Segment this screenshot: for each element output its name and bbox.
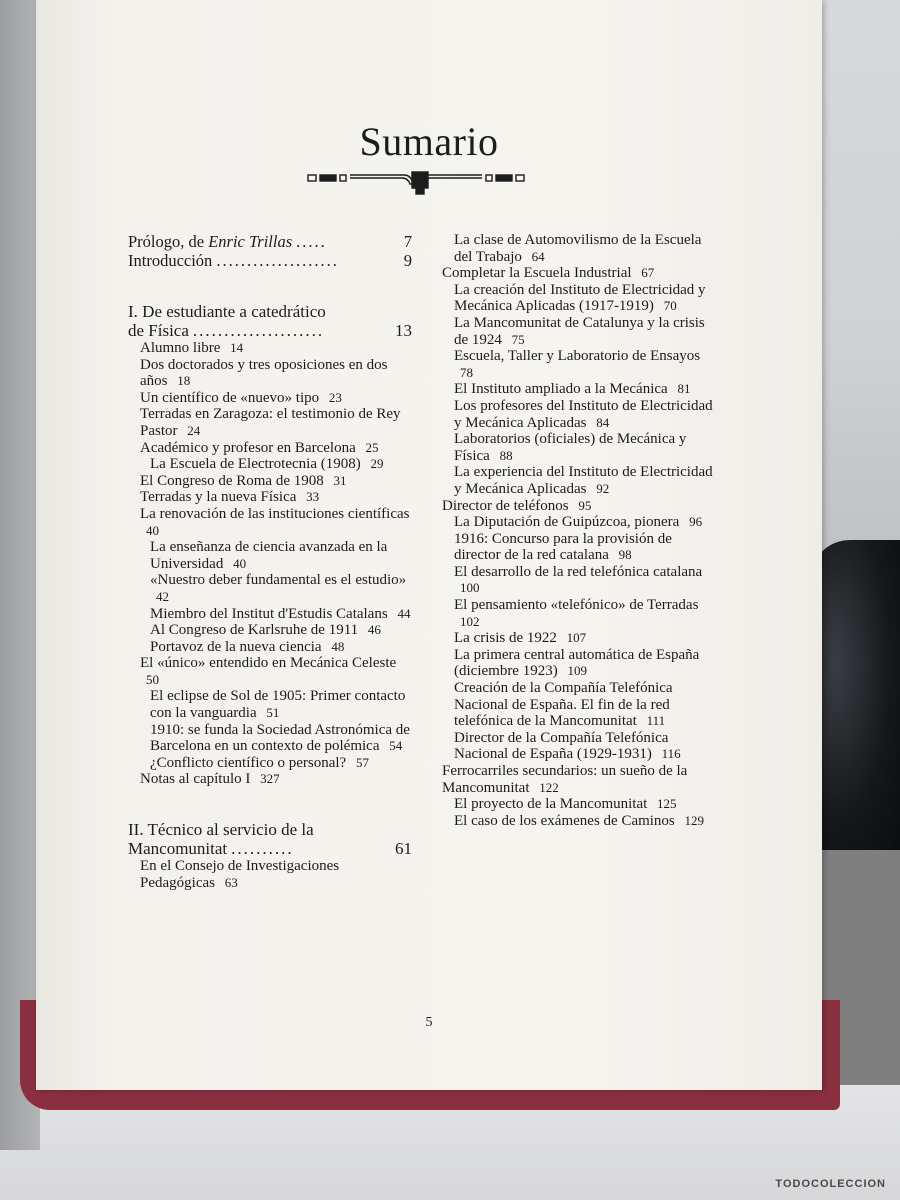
entry-label: El «único» entendido en Mecánica Celeste xyxy=(140,655,397,672)
page-number: 24 xyxy=(187,422,201,438)
leader-dots: .......... xyxy=(231,839,294,859)
toc-entries-chapter1 xyxy=(128,340,412,788)
page-number: 61 xyxy=(395,839,412,859)
toc-entry xyxy=(442,763,714,796)
page-number: 96 xyxy=(689,514,703,530)
toc-entry xyxy=(442,796,714,813)
page-number: 18 xyxy=(177,373,191,389)
page-number: 33 xyxy=(306,489,320,505)
toc-left-column xyxy=(128,232,412,891)
page-number: 51 xyxy=(266,705,280,721)
page-number: 81 xyxy=(677,381,691,397)
page-number: 109 xyxy=(567,663,587,679)
page-number: 9 xyxy=(403,251,412,270)
page-number: 57 xyxy=(355,754,369,770)
entry-label: Notas al capítulo I xyxy=(140,771,251,788)
toc-entry xyxy=(128,489,412,506)
toc-entry xyxy=(442,265,714,282)
page-number: 98 xyxy=(618,547,632,563)
page-number: 25 xyxy=(365,439,379,455)
entry-label: Los profesores del Instituto de Electricidad y Mecánica Aplicadas xyxy=(454,397,713,431)
toc-entry xyxy=(128,755,412,772)
toc-entry xyxy=(442,232,714,265)
toc-entry xyxy=(128,622,412,639)
page-number-folio: 5 xyxy=(425,1015,433,1030)
page-number: 100 xyxy=(460,580,480,596)
toc-entry xyxy=(128,406,412,439)
toc-entry xyxy=(128,771,412,788)
entry-label: Un científico de «nuevo» tipo xyxy=(140,389,320,406)
page-number: 102 xyxy=(460,613,480,629)
toc-entry xyxy=(442,680,714,730)
toc-entry xyxy=(442,564,714,597)
entry-label: La creación del Instituto de Electricidad y Mecánica Aplicadas (1917-1919) xyxy=(454,281,706,315)
toc-entries-right xyxy=(442,232,714,829)
toc-entry xyxy=(128,456,412,473)
toc-entry xyxy=(128,639,412,656)
entry-label: Portavoz de la nueva ciencia xyxy=(150,638,322,655)
page-number: 31 xyxy=(333,472,347,488)
entry-label: La primera central automática de España (diciembre 1923) xyxy=(454,646,700,680)
entry-label: 1910: se funda la Sociedad Astronómica de Barcelona en un contexto de polémica xyxy=(150,721,410,755)
page-number: 129 xyxy=(684,812,705,828)
toc-entry xyxy=(442,514,714,531)
entry-label: El Congreso de Roma de 1908 xyxy=(140,472,324,489)
chapter-title-cont: de Física xyxy=(128,321,189,340)
entry-label: Terradas en Zaragoza: el testimonio de Rey Pastor xyxy=(140,406,401,439)
entry-label: Al Congreso de Karlsruhe de 1911 xyxy=(150,622,359,639)
entry-label: En el Consejo de Investigaciones Pedagógicas xyxy=(140,858,340,891)
entry-label: La renovación de las instituciones científicas xyxy=(140,505,410,522)
page-number: 54 xyxy=(389,738,403,754)
page-number: 23 xyxy=(328,389,342,405)
toc-entry xyxy=(442,730,714,763)
toc-entry xyxy=(442,464,714,497)
page-number: 14 xyxy=(230,340,244,355)
entry-label: El proyecto de la Mancomunitat xyxy=(454,796,648,813)
entry-label: Ferrocarriles secundarios: un sueño de la Mancomunitat xyxy=(442,763,688,796)
entry-label: El pensamiento «telefónico» de Terradas xyxy=(454,597,699,614)
toc-entry xyxy=(128,357,412,390)
toc-entry xyxy=(128,655,412,688)
chapter-title: II. Técnico al servicio de la xyxy=(128,820,314,840)
toc-entry xyxy=(442,498,714,515)
entry-author: Enric Trillas xyxy=(208,232,293,251)
toc-entry xyxy=(442,381,714,398)
chapter-title-cont: Mancomunitat xyxy=(128,839,228,859)
entry-label: Académico y profesor en Barcelona xyxy=(140,439,356,456)
book-page xyxy=(36,0,822,1090)
page-number: 75 xyxy=(511,331,525,347)
toc-entry xyxy=(442,647,714,680)
toc-entry xyxy=(442,597,714,630)
entry-label: Introducción xyxy=(128,251,213,270)
toc-entry xyxy=(128,722,412,755)
toc-entry xyxy=(442,531,714,564)
entry-label: Alumno libre xyxy=(140,340,221,356)
entry-label: Escuela, Taller y Laboratorio de Ensayos xyxy=(454,348,701,365)
page-number: 48 xyxy=(331,638,345,654)
entry-label: Dos doctorados y tres oposiciones en dos años xyxy=(140,356,388,390)
page-number: 50 xyxy=(146,671,159,687)
toc-entry-introduccion xyxy=(128,251,412,270)
entry-label: El eclipse de Sol de 1905: Primer contacto con la vanguardia xyxy=(150,688,406,722)
leader-dots: ..... xyxy=(296,232,327,251)
ornament-divider-icon xyxy=(306,164,526,196)
entry-label: La experiencia del Instituto de Electricidad y Mecánica Aplicadas xyxy=(454,464,713,497)
page-number: 78 xyxy=(460,364,473,380)
entry-label: El caso de los exámenes de Caminos xyxy=(454,812,675,829)
toc-entry xyxy=(442,315,714,348)
page-number: 84 xyxy=(596,414,610,430)
toc-entry xyxy=(128,473,412,490)
toc-entry xyxy=(128,688,412,721)
toc-entry xyxy=(128,539,412,572)
entry-label: La clase de Automovilismo de la Escuela del Trabajo xyxy=(454,232,702,265)
page-number: 95 xyxy=(578,497,592,513)
entry-label: Director de la Compañía Telefónica Nacional de España (1929-1931) xyxy=(454,729,669,763)
toc-entry xyxy=(128,606,412,623)
leader-dots: ..................... xyxy=(192,321,325,340)
toc-entry xyxy=(128,506,412,539)
toc-entry xyxy=(442,398,714,431)
entry-label: Prólogo, de xyxy=(128,232,209,251)
toc-entry xyxy=(442,630,714,647)
page-number: 116 xyxy=(661,746,681,762)
entry-label: Completar la Escuela Industrial xyxy=(442,265,632,282)
chapter-heading-2 xyxy=(128,820,412,858)
page-number: 88 xyxy=(499,447,513,463)
toc-entry xyxy=(128,390,412,407)
entry-label: Director de teléfonos xyxy=(442,497,569,514)
toc-entry xyxy=(442,431,714,464)
entry-label: La crisis de 1922 xyxy=(454,630,557,647)
entry-label: El Instituto ampliado a la Mecánica xyxy=(454,381,668,398)
page-number: 13 xyxy=(395,321,412,340)
entry-label: ¿Conflicto científico o personal? xyxy=(150,754,347,771)
leader-dots: .................... xyxy=(216,251,339,270)
page-number: 29 xyxy=(370,456,384,472)
entry-label: Laboratorios (oficiales) de Mecánica y Física xyxy=(454,431,687,464)
toc-entry xyxy=(442,282,714,315)
page-number: 44 xyxy=(397,605,411,621)
toc-entry xyxy=(128,858,412,891)
page-number: 7 xyxy=(403,232,412,251)
page-number: 107 xyxy=(566,630,587,646)
page-number: 111 xyxy=(646,713,666,729)
entry-label: «Nuestro deber fundamental es el estudio» xyxy=(150,572,407,589)
book-cover-left xyxy=(0,0,40,1150)
page-number: 63 xyxy=(224,874,238,890)
entry-label: El desarrollo de la red telefónica catalana xyxy=(454,563,703,580)
page-number: 70 xyxy=(663,298,677,314)
chapter-heading-1 xyxy=(128,302,412,340)
page-number: 40 xyxy=(146,522,159,538)
entry-label: La Mancomunitat de Catalunya y la crisis de 1924 xyxy=(454,314,705,348)
toc-entry xyxy=(442,348,714,381)
entry-label: 1916: Concurso para la provisión de director de la red catalana xyxy=(454,530,672,564)
entry-label: Terradas y la nueva Física xyxy=(140,489,297,506)
toc-entries-chapter2 xyxy=(128,858,412,891)
page-number: 122 xyxy=(539,779,559,795)
page-number: 40 xyxy=(233,555,247,571)
entry-label: La Diputación de Guipúzcoa, pionera xyxy=(454,514,680,531)
chapter-title: I. De estudiante a catedrático xyxy=(128,302,326,321)
page-number: 42 xyxy=(156,588,169,604)
toc-entry xyxy=(128,440,412,457)
page-number: 46 xyxy=(367,622,381,638)
entry-label: La enseñanza de ciencia avanzada en la Universidad xyxy=(150,539,388,572)
toc-entry-prologo xyxy=(128,232,412,251)
page-title: Sumario xyxy=(359,119,499,164)
toc-right-column xyxy=(442,232,714,829)
background-dark-object xyxy=(810,540,900,850)
entry-label: Creación de la Compañía Telefónica Nacional de España. El fin de la red telefónica de la Mancomunitat xyxy=(454,680,673,730)
entry-label: La Escuela de Electrotecnia (1908) xyxy=(150,456,361,473)
toc-entry xyxy=(128,340,412,357)
toc-entry xyxy=(442,813,714,830)
watermark-text: TODOCOLECCION xyxy=(775,1178,886,1190)
page-number: 327 xyxy=(260,771,280,787)
page-number: 67 xyxy=(641,265,655,281)
page-number: 64 xyxy=(531,248,545,264)
toc-entry xyxy=(128,572,412,605)
entry-label: Miembro del Institut d'Estudis Catalans xyxy=(150,605,388,622)
page-number: 125 xyxy=(657,796,677,812)
page-number: 92 xyxy=(596,480,610,496)
